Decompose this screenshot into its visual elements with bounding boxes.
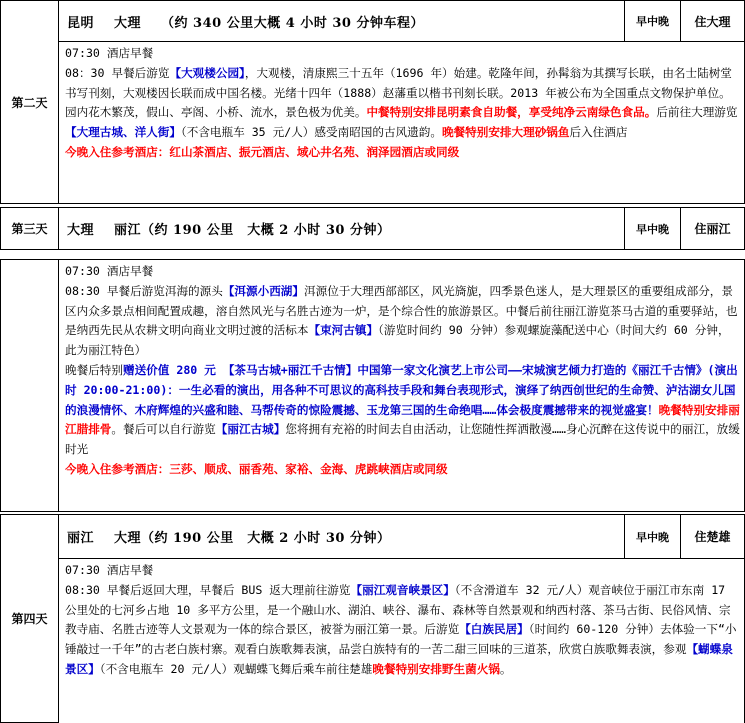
day4-table [0, 514, 745, 723]
day3-breakfast: 07:30 酒店早餐 [65, 264, 154, 278]
day4-stay: 住楚雄 [681, 515, 745, 559]
day3-route: 大理 丽江（约 190 公里 大概 2 小时 30 分钟） [59, 208, 625, 250]
day4-label: 第四天 [1, 515, 59, 723]
day3-meals: 早中晚 [625, 208, 681, 250]
day4-route: 丽江 大理（约 190 公里 大概 2 小时 30 分钟） [59, 515, 625, 559]
day3-content-table [0, 259, 745, 512]
day3-description: 08:30 早餐后游览洱海的源头【洱源小西湖】洱源位于大理西部部区，风光旖旎，四季景色迷人，是大理景区的重要组成部分，景区内众多景点相间配置成趣，溶自然风光与名胜古迹为一炉，是个综合性的旅游景区。中餐后前往丽江游览茶马古道的重要驿站，也是纳西先民从农耕文明向商业文明过渡的活标本【束河古镇】（游览时间约 90 分钟）参观螺旋藻配送中心（时间大约 60 分钟，此为丽江特色） [65, 283, 738, 358]
day3-blank-cell [1, 260, 59, 512]
day3-label: 第三天 [1, 208, 59, 250]
day2-description: 08：30 早餐后游览【大观楼公园】，大观楼，清康熙三十五年（1696 年）始建。乾隆年间，孙髯翁为其撰写长联，由名士陆树堂书写刊刻，大观楼因长联而成中国名楼。光绪十四年（1888）赵藩重以楷书刊刻长联。2013 年被公布为全国重点文物保护单位。园内花木繁茂，假山、亭阁、小桥、流水，景色极为优美。中餐特别安排昆明素食自助餐，享受纯净云南绿色食品。后前往大理游览【大理古城、洋人街】（不含电瓶车 35 元/人）感受南昭国的古风遗韵。晚餐特别安排大理砂锅鱼后入住酒店 [65, 65, 738, 140]
day2-itinerary [59, 42, 745, 204]
day4-breakfast: 07:30 酒店早餐 [65, 563, 154, 577]
day4-description: 08:30 早餐后返回大理，早餐后 BUS 返大理前往游览【丽江观音峡景区】（不含滑道车 32 元/人）观音峡位于丽江市东南 17 公里处的七河乡占地 10 多平方公里，是一个融山水、湖泊、峡谷、瀑布、森林等自然景观和纳西村落、茶马古街、民俗风情、宗教寺庙、名胜古迹等人文景观为一体的综合景区，被誉为丽江第一景。后游览【白族民居】（时间约 60-120 分钟）去体验一下“小锤敲过一千年”的古老白族村寨。观看白族歌舞表演，品尝白族特有的一苦二甜三回味的三道茶，欣赏白族歌舞表演，参观【蝴蝶泉景区】（不含电瓶车 20 元/人）观蝴蝶飞舞后乘车前往楚雄晚餐特别安排野生菌火锅。 [65, 582, 737, 676]
day2-route: 昆明 大理 （约 340 公里大概 4 小时 30 分钟车程） [59, 1, 625, 42]
day3-header-table [0, 207, 745, 250]
day3-evening: 晚餐后特别赠送价值 280 元 【茶马古城+丽江千古情】中国第一家文化演艺上市公司——宋城演艺倾力打造的《丽江千古情》(演出时 20:00-21:00)：一生必看的演出，用各种不可思议的高科技手段和舞台表现形式，演绎了纳西创世纪的生命赞、泸沽湖女儿国的浪漫情怀、木府辉煌的兴盛和睦、马帮传奇的惊险震撼、玉龙第三国的生命绝唱……体会极度震撼带来的视觉盛宴！晚餐特别安排丽江腊排骨。餐后可以自行游览【丽江古城】您将拥有充裕的时间去自由活动，让您随性挥洒散漫……身心沉醉在这传说中的丽江，放缓时光 [65, 362, 740, 457]
day4-itinerary [59, 559, 745, 723]
day2-label: 第二天 [1, 1, 59, 204]
day2-meals: 早中晚 [625, 1, 681, 42]
day2-stay: 住大理 [681, 1, 745, 42]
day3-itinerary [59, 260, 745, 512]
day3-hotel: 今晚入住参考酒店：三莎、顺成、丽香苑、家裕、金海、虎跳峡酒店或同级 [65, 461, 448, 476]
day2-breakfast: 07:30 酒店早餐 [65, 46, 154, 60]
day3-stay: 住丽江 [681, 208, 745, 250]
day4-meals: 早中晚 [625, 515, 681, 559]
day2-table [0, 0, 745, 204]
day2-hotel: 今晚入住参考酒店：红山茶酒店、振元酒店、域心井名苑、润泽园酒店或同级 [65, 144, 460, 159]
